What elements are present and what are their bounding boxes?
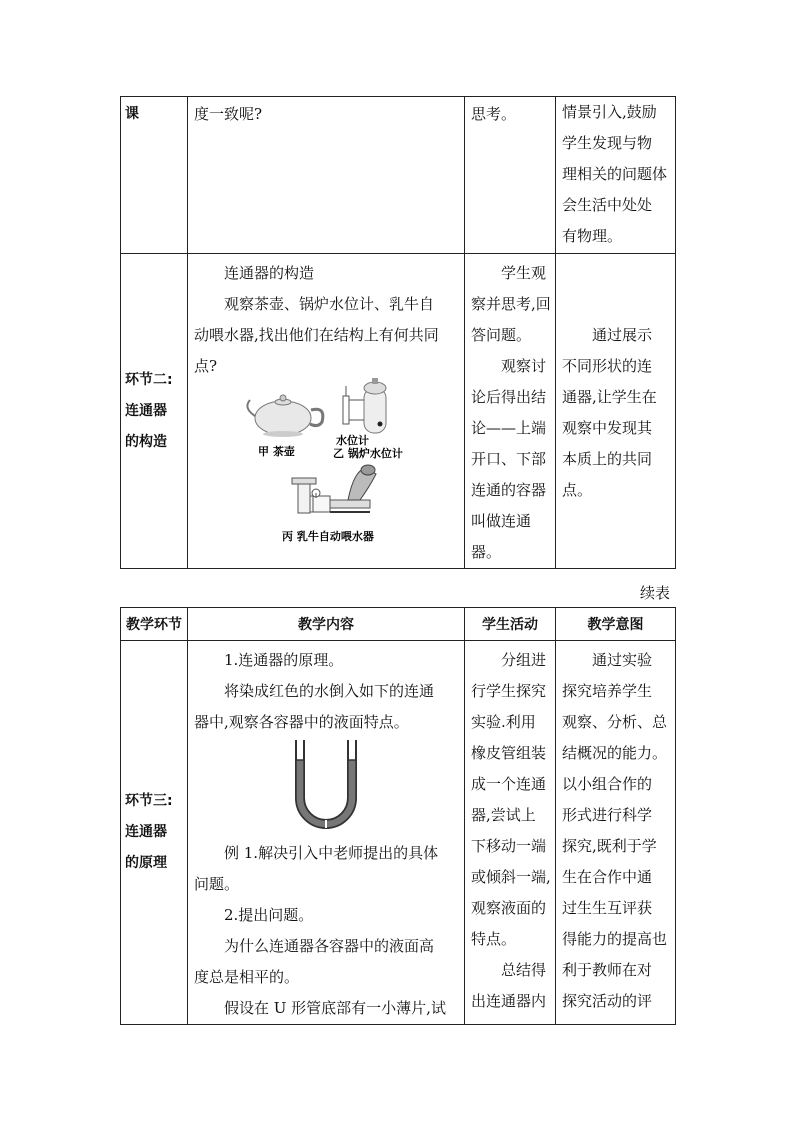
content-cell xyxy=(188,254,464,382)
text-line: 过生生互评获 xyxy=(562,899,653,917)
lesson-table-top xyxy=(120,96,676,569)
header-intent: 教学意图 xyxy=(556,608,676,641)
table-row xyxy=(121,641,676,1025)
text-line: 探究,既利于学 xyxy=(562,837,657,855)
text-line: 环节三: xyxy=(125,793,173,809)
gauge-label: 水位计 xyxy=(336,434,369,447)
text-line: 器,尝试上 xyxy=(471,806,536,824)
text-line: 开口、下部 xyxy=(471,450,547,468)
feeder-caption: 丙 乳牛自动喂水器 xyxy=(282,530,374,543)
stage-cell xyxy=(121,365,187,458)
text-line: 不同形状的连 xyxy=(562,357,653,375)
text-line: 或倾斜一端, xyxy=(471,868,551,886)
text-line: 本质上的共同 xyxy=(562,450,653,468)
text-line: 情景引入,鼓励 xyxy=(562,103,657,121)
text-line: 动喂水器,找出他们在结构上有何共同 xyxy=(194,326,439,344)
content-cell xyxy=(188,641,464,738)
text-line: 学生观 xyxy=(501,264,547,282)
text-line: 利于教师在对 xyxy=(562,961,653,979)
text-line: 结概况的能力。 xyxy=(562,744,668,762)
text-line: 总结得 xyxy=(501,961,547,979)
content-cell: 度一致呢? xyxy=(194,105,263,123)
u-tube-icon xyxy=(296,740,356,828)
text-line: 1.连通器的原理。 xyxy=(224,651,344,669)
text-line: 观察液面的 xyxy=(471,899,547,917)
text-line: 行学生探究 xyxy=(471,682,547,700)
text-line: 点? xyxy=(194,357,218,375)
text-line: 论后得出结 xyxy=(471,388,547,406)
text-line: 分组进 xyxy=(501,651,547,669)
text-line: 橡皮管组装 xyxy=(471,744,547,762)
text-line: 有物理。 xyxy=(562,227,623,245)
text-line: 答问题。 xyxy=(471,326,532,344)
continued-label: 续表 xyxy=(640,584,671,602)
header-content: 教学内容 xyxy=(188,608,465,641)
text-line: 为什么连通器各容器中的液面高 xyxy=(224,937,435,955)
text-line: 例 1.解决引入中老师提出的具体 xyxy=(224,844,439,862)
text-line: 论——上端 xyxy=(471,419,547,437)
boiler-gauge-icon xyxy=(343,378,386,433)
text-line: 得能力的提高也 xyxy=(562,930,668,948)
cattle-feeder-icon xyxy=(292,465,376,513)
text-line: 叫做连通器。 xyxy=(471,512,532,561)
text-line: 出连通器内 xyxy=(471,992,547,1010)
header-activity: 学生活动 xyxy=(465,608,556,641)
text-line: 连通器 xyxy=(125,402,167,419)
u-tube-figure xyxy=(188,738,463,838)
text-line: 观察茶壶、锅炉水位计、乳牛自 xyxy=(224,295,435,313)
text-line: 探究培养学生 xyxy=(562,682,653,700)
text-line: 通过展示 xyxy=(592,326,653,344)
text-line: 连通器 xyxy=(125,824,167,840)
text-line: 观察中发现其 xyxy=(562,419,653,437)
text-line: 形式进行科学 xyxy=(562,806,653,824)
text-line: 将染成红色的水倒入如下的连通 xyxy=(224,682,435,700)
text-line: 连通的容器 xyxy=(471,481,547,499)
header-stage: 教学环节 xyxy=(121,608,188,641)
content-continued xyxy=(188,838,464,1024)
table-row xyxy=(121,254,676,569)
text-line: 点。 xyxy=(562,481,593,499)
intent-cell xyxy=(556,97,675,252)
activity-cell: 思考。 xyxy=(471,105,517,123)
text-line: 观察、分析、总 xyxy=(562,713,668,731)
text-line: 观察讨 xyxy=(501,357,547,375)
text-line: 下移动一端 xyxy=(471,837,547,855)
text-line: 学生发现与物 xyxy=(562,134,653,152)
text-line: 的原理 xyxy=(125,855,167,871)
text-line: 生在合作中通 xyxy=(562,868,653,886)
text-line: 实验.利用 xyxy=(471,713,536,731)
text-line: 假设在 U 形管底部有一小薄片,试 xyxy=(224,999,446,1017)
text-line: 问题。 xyxy=(194,875,240,893)
text-line: 以小组合作的 xyxy=(562,775,653,793)
lesson-table-bottom xyxy=(120,607,676,1025)
text-line: 察并思考,回 xyxy=(471,295,551,313)
table-header-row xyxy=(121,608,676,641)
teapot-caption: 甲 茶壶 xyxy=(258,445,295,458)
text-line: 度总是相平的。 xyxy=(194,968,300,986)
teapot-icon xyxy=(247,395,322,437)
section-heading: 连通器的构造 xyxy=(224,264,315,282)
table-row xyxy=(121,97,676,254)
text-line: 的构造 xyxy=(125,433,167,450)
text-line: 通器,让学生在 xyxy=(562,388,657,406)
text-line: 特点。 xyxy=(471,930,517,948)
text-line: 通过实验 xyxy=(592,651,653,669)
text-line: 环节二: xyxy=(125,371,173,388)
stage-cell: 课 xyxy=(125,106,139,122)
text-line: 探究活动的评 xyxy=(562,992,653,1010)
text-line: 会生活中处处 xyxy=(562,196,653,214)
text-line: 理相关的问题体 xyxy=(562,165,668,183)
intent-cell xyxy=(556,641,675,1017)
text-line: 成一个连通 xyxy=(471,775,547,793)
boiler-caption: 乙 锅炉水位计 xyxy=(333,447,403,460)
activity-cell xyxy=(465,641,555,1017)
stage-cell xyxy=(121,786,187,879)
text-line: 2.提出问题。 xyxy=(224,906,314,924)
intent-cell xyxy=(556,316,675,506)
activity-cell xyxy=(465,254,555,568)
connector-examples-figure xyxy=(188,378,463,558)
text-line: 器中,观察各容器中的液面特点。 xyxy=(194,713,409,731)
